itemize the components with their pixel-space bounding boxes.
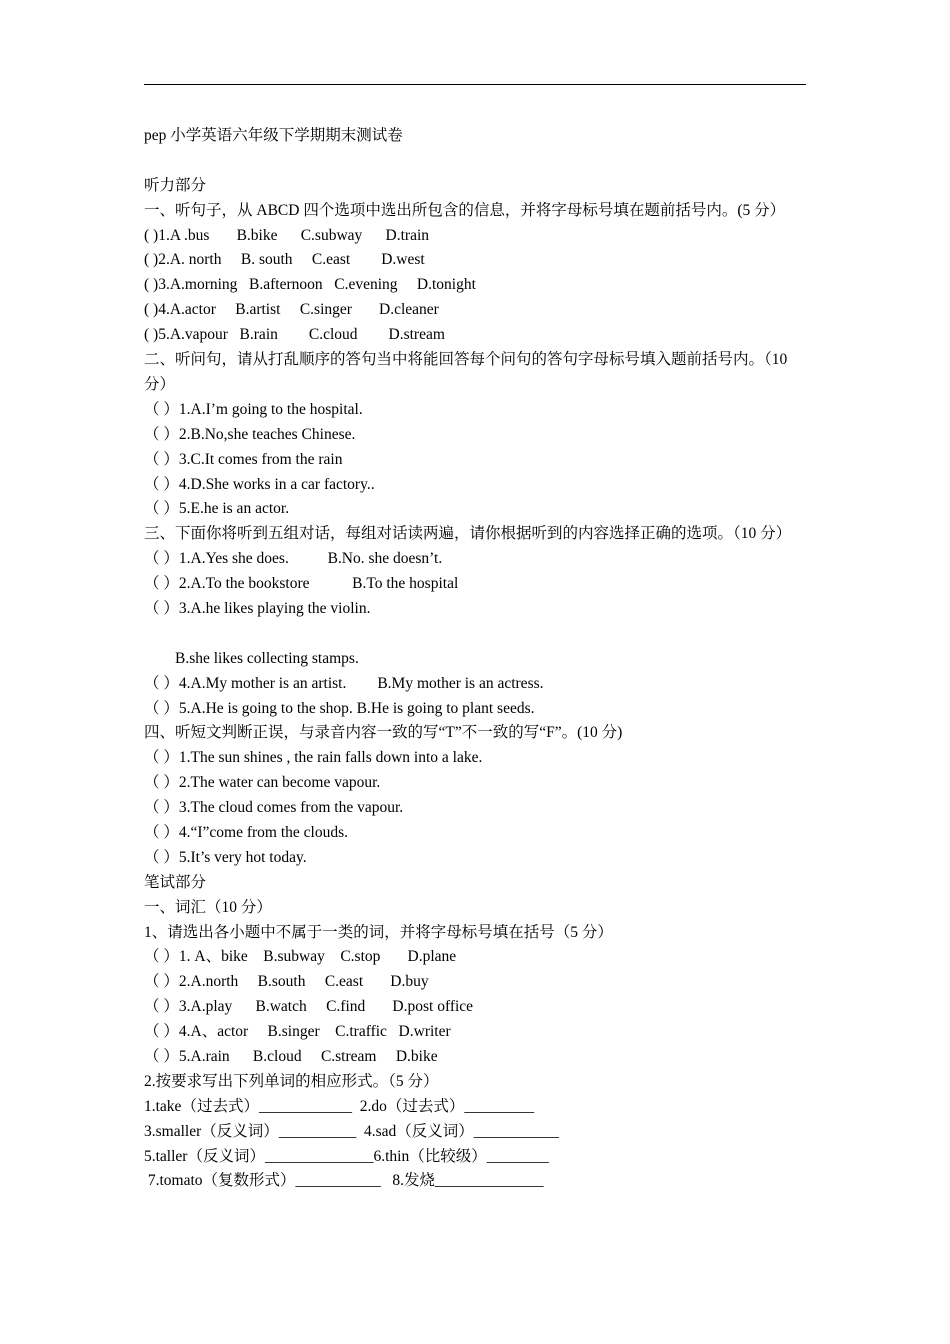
part3-item-3-option-b: B.she likes collecting stamps.: [144, 649, 359, 667]
exam-document: [144, 124, 814, 1194]
part1-item-5: ( )5.A.vapour B.rain C.cloud D.stream: [144, 326, 445, 344]
exam-title: pep 小学英语六年级下学期期末测试卷: [144, 127, 403, 144]
vocab-sub1-item-3: （ ）3.A.play B.watch C.find D.post office: [144, 998, 474, 1016]
vocab-sub2-item-3: 5.taller（反义词）______________6.thin（比较级）________: [144, 1147, 549, 1165]
part2-heading: 二、听问句，请从打乱顺序的答句当中将能回答每个问句的答句字母标号填入题前括号内。（10 分）: [144, 351, 788, 393]
vocab-sub2-item-1: 1.take（过去式）____________ 2.do（过去式）_________: [144, 1097, 535, 1115]
vocab-sub1-item-2: （ ）2.A.north B.south C.east D.buy: [144, 973, 429, 991]
vocab-sub2-item-2: 3.smaller（反义词）__________ 4.sad（反义词）___________: [144, 1122, 560, 1140]
part3-item-4: （ ）4.A.My mother is an artist. B.My mother is an actress.: [144, 674, 544, 692]
part3-item-2: （ ）2.A.To the bookstore B.To the hospital: [144, 575, 459, 593]
vocab-heading: 一、词汇（10 分）: [144, 898, 272, 916]
part4-item-1: （ ）1.The sun shines , the rain falls down into a lake.: [144, 749, 483, 767]
part2-item-2: （ ）2.B.No,she teaches Chinese.: [144, 425, 356, 443]
vocab-sub1-item-5: （ ）5.A.rain B.cloud C.stream D.bike: [144, 1048, 438, 1065]
part2-item-3: （ ）3.C.It comes from the rain: [144, 450, 343, 468]
part4-item-3: （ ）3.The cloud comes from the vapour.: [144, 799, 404, 817]
vocab-sub2-item-4: 7.tomato（复数形式）___________ 8.发烧______________: [144, 1172, 544, 1190]
part1-item-4: ( )4.A.actor B.artist C.singer D.cleaner: [144, 301, 439, 319]
part3-item-3: （ ）3.A.he likes playing the violin.: [144, 599, 371, 617]
part2-item-5: （ ）5.E.he is an actor.: [144, 500, 290, 518]
part4-item-4: （ ）4.“I”come from the clouds.: [144, 823, 349, 841]
part2-item-1: （ ）1.A.I’m going to the hospital.: [144, 400, 363, 418]
part1-heading: 一、听句子，从 ABCD 四个选项中选出所包含的信息，并将字母标号填在题前括号内。(5 分）: [144, 201, 786, 219]
vocab-sub1-item-4: （ ）4.A、actor B.singer C.traffic D.writer: [144, 1023, 451, 1041]
part3-item-5: （ ）5.A.He is going to the shop. B.He is going to plant seeds.: [144, 699, 535, 717]
part1-item-1: ( )1.A .bus B.bike C.subway D.train: [144, 226, 430, 244]
header-rule: [144, 84, 806, 85]
part4-heading: 四、听短文判断正误，与录音内容一致的写“T”不一致的写“F”。(10 分): [144, 724, 623, 742]
vocab-sub2-heading: 2.按要求写出下列单词的相应形式。（5 分）: [144, 1072, 439, 1090]
part1-item-2: ( )2.A. north B. south C.east D.west: [144, 251, 425, 269]
part1-item-3: ( )3.A.morning B.afternoon C.evening D.tonight: [144, 276, 476, 294]
written-heading: 笔试部分: [144, 873, 207, 891]
part3-item-1: （ ）1.A.Yes she does. B.No. she doesn’t.: [144, 550, 443, 568]
vocab-sub1-item-1: （ ）1. A、bike B.subway C.stop D.plane: [144, 948, 457, 966]
spacer: [144, 622, 814, 647]
spacer: [144, 149, 814, 174]
vocab-sub1-heading: 1、请选出各小题中不属于一类的词，并将字母标号填在括号（5 分）: [144, 923, 613, 941]
part2-item-4: （ ）4.D.She works in a car factory..: [144, 475, 375, 493]
part4-item-5: （ ）5.It’s very hot today.: [144, 848, 307, 866]
part3-heading: 三、下面你将听到五组对话，每组对话读两遍，请你根据听到的内容选择正确的选项。（10 分）: [144, 525, 792, 543]
listening-heading: 听力部分: [144, 176, 207, 194]
part4-item-2: （ ）2.The water can become vapour.: [144, 774, 381, 792]
